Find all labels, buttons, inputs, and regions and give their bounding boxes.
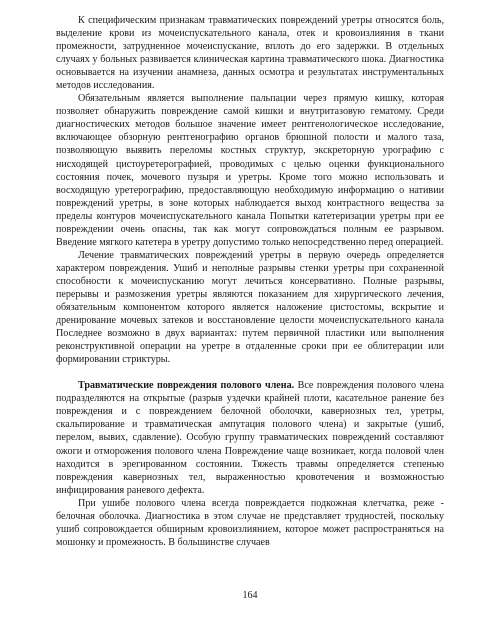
paragraph-urethra-diagnostics: Обязательным является выполнение пальпации через прямую кишку, которая позволяет обнаружить повреждение самой кишки и внутритазовую гематому. Среди диагностических методов большое значение имеет рентгенологическое исследование, включающее обзорную рентгенографию органов брюшной полости и малого таза, позволяющую выявить переломы костных структур, экскреторную урографию с нисходящей цистоуретерографией, проводимых с целью оценки функционального состояния почек, мочевого пузыря и уретры. Кроме того можно использовать и восходящую уретерографию, предоставляющую необходимую информацию о нативии повреждений уретры, в зоне которых наблюдается выход контрастного вещества за пределы контуров мочеиспускательного канала Попытки катетеризации уретры при ее повреждении очень опасны, так как могут сопровождаться полным ее разрывом. Введение мягкого катетера в уретру допустимо только непосредственно перед операцией. — [56, 93, 444, 248]
paragraph-penis-contusion: При ушибе полового члена всегда повреждается подкожная клетчатка, реже - белочная оболочка. Диагностика в этом случае не представляет трудностей, поскольку ушиб сопровождается обширным кровоизлиянием, которое может распространяться на мошонку и промежность. В большинстве случаев — [56, 497, 444, 548]
page-number: 164 — [242, 590, 258, 601]
paragraph-penis-injuries-body: Все повреждения полового члена подразделяются на открытые (разрыв уздечки крайней плоти, касательное ранение без повреждения и с повреждением белочной оболочки, кавернозных тел, уретры, скальпирование и травматическая ампутация полового члена) и закрытые (ушиб, перелом, вывих, сдавление). Особую группу травматических повреждений составляют ожоги и отморожения полового члена Повреждение чаще возникает, когда половой член находится в эрегированном состоянии. Тяжесть травмы определяется степенью повреждения кавернозных тел, выраженностью кровотечения и возможностью инфицирования раневого дефекта. — [56, 380, 444, 496]
document-page — [56, 14, 444, 549]
section-heading-penis-injuries: Травматические повреждения полового члена. — [78, 380, 295, 392]
paragraph-urethra-symptoms: К специфическим признакам травматических повреждений уретры относятся боль, выделение крови из мочеиспускательного канала, отек и кровоизлияния в ткани промежности, затрудненное мочеиспускание, вплоть до его задержки. В отдельных случаях у больных развивается клиническая картина травматического шока. Диагностика основывается на изучении анамнеза, данных осмотра и результатах инструментальных методов исследования. — [56, 15, 444, 92]
paragraph-urethra-treatment: Лечение травматических повреждений уретры в первую очередь определяется характером повреждения. Ушиб и неполные разрывы стенки уретры при сохраненной способности к мочеиспусканию могут лечиться консервативно. Полные разрывы, перерывы и размозжения уретры являются показанием для хирургического лечения, обязательным компонентом которого является наложение цистостомы, вскрытие и дренирование мочевых затеков и восстановление целости мочеиспускательного канала Последнее возможно в двух вариантах: путем первичной пластики или выполнения реконструктивной операции на уретре в отдаленные сроки при ее облитерации или формировании стриктуры. — [56, 249, 444, 366]
paragraph-penis-injuries — [56, 379, 444, 496]
paragraph-gap — [56, 366, 444, 379]
